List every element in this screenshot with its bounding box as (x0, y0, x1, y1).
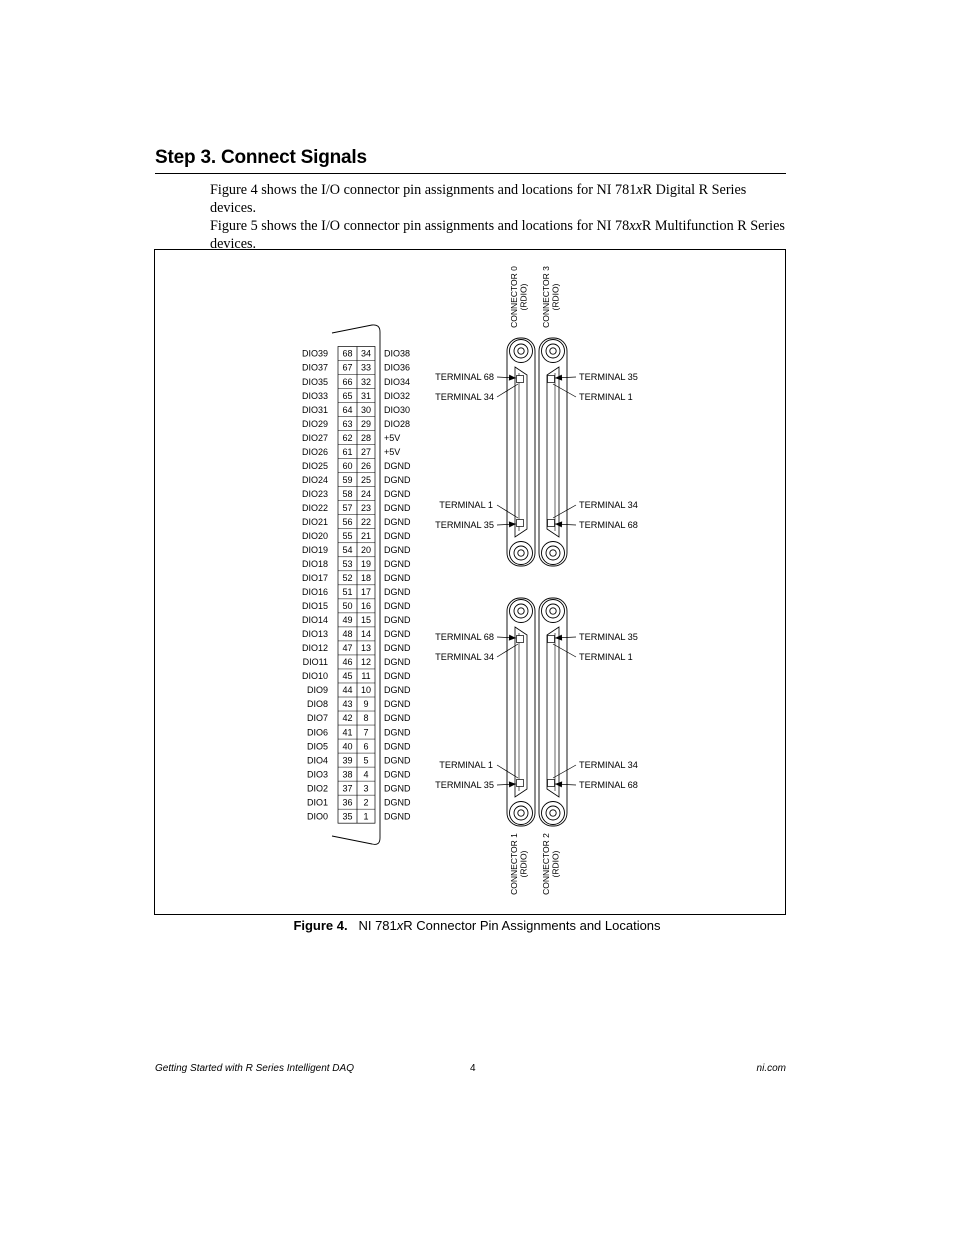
terminal-label: TERMINAL 34 (579, 500, 638, 511)
left-pin-number: 45 (342, 671, 353, 682)
terminal-leader-line (553, 644, 576, 657)
right-signal-label: DGND (384, 643, 411, 654)
connector-name-label: CONNECTOR 0 (509, 266, 519, 328)
intro-paragraph (210, 181, 788, 253)
left-signal-label: DIO33 (301, 390, 328, 401)
screw-post-outer (510, 802, 533, 825)
connector-label-group (509, 833, 529, 895)
right-pin-number: 24 (360, 488, 372, 499)
terminal-label: TERMINAL 1 (579, 652, 633, 663)
pin-marker-square (548, 780, 555, 787)
left-signal-label: DIO8 (306, 699, 328, 710)
left-signal-label: DIO13 (301, 629, 328, 640)
screw-post-outer (510, 340, 533, 363)
left-pin-number: 52 (342, 573, 353, 584)
left-signal-label: DIO14 (301, 615, 328, 626)
figure-caption-italic: x (396, 918, 404, 933)
left-signal-label: DIO9 (306, 685, 328, 696)
right-pin-number: 8 (363, 713, 369, 724)
right-signal-label: DGND (384, 685, 411, 696)
terminal-label: TERMINAL 68 (435, 372, 494, 383)
intro-line2-italic: xx (629, 218, 642, 234)
connector-type-label: (RDIO) (518, 850, 529, 878)
terminal-label: TERMINAL 34 (579, 760, 638, 771)
right-signal-label: DGND (384, 474, 411, 485)
right-signal-label: DIO28 (384, 418, 411, 429)
left-signal-label: DIO39 (301, 348, 328, 359)
left-signal-label: DIO22 (301, 502, 328, 513)
right-signal-label: +5V (384, 446, 401, 457)
right-signal-label: DGND (384, 516, 411, 527)
left-pin-number: 46 (342, 657, 353, 668)
left-pin-number: 50 (342, 601, 353, 612)
right-signal-label: DGND (384, 657, 411, 668)
left-pin-number: 41 (342, 727, 353, 738)
left-signal-label: DIO26 (301, 446, 328, 457)
screw-post-ring (514, 604, 528, 618)
connector-trapezoid-shell (547, 627, 559, 797)
connector-name-label: CONNECTOR 2 (541, 833, 551, 895)
screw-post-outer (510, 542, 533, 565)
right-pin-number: 9 (363, 699, 369, 710)
screw-post-outer (542, 542, 565, 565)
screw-post-ring (546, 604, 560, 618)
right-pin-number: 13 (360, 643, 372, 654)
left-pin-number: 64 (342, 404, 353, 415)
terminal-leader-line (553, 384, 576, 397)
terminal-arrowhead (555, 781, 562, 787)
right-pin-number: 30 (360, 404, 372, 415)
connector-name-label: CONNECTOR 1 (509, 833, 519, 895)
left-signal-label: DIO24 (301, 474, 328, 485)
left-signal-label: DIO16 (301, 587, 328, 598)
connector-trapezoid-shell (515, 627, 527, 797)
screw-post-ring (546, 806, 560, 820)
right-signal-label: DGND (384, 797, 411, 808)
right-signal-label: DGND (384, 573, 411, 584)
intro-line3: devices. (210, 236, 257, 252)
right-signal-label: DGND (384, 559, 411, 570)
right-pin-number: 1 (363, 811, 369, 822)
screw-post-outer (510, 600, 533, 623)
right-signal-label: DGND (384, 460, 411, 471)
right-pin-number: 14 (360, 629, 372, 640)
right-pin-number: 2 (363, 797, 369, 808)
screw-post-ring (546, 344, 560, 358)
left-pin-number: 51 (342, 587, 353, 598)
terminal-label: TERMINAL 1 (439, 500, 493, 511)
figure-caption (0, 918, 954, 933)
right-pin-number: 21 (360, 530, 372, 541)
left-pin-number: 68 (342, 348, 353, 359)
right-signal-label: DGND (384, 671, 411, 682)
left-pin-number: 42 (342, 713, 353, 724)
right-pin-number: 7 (363, 727, 369, 738)
right-pin-number: 15 (360, 615, 372, 626)
terminal-label: TERMINAL 35 (435, 520, 494, 531)
terminal-arrowhead (555, 375, 562, 381)
right-pin-number: 26 (360, 460, 372, 471)
left-signal-label: DIO4 (306, 755, 328, 766)
right-signal-label: DGND (384, 502, 411, 513)
screw-post-hole (550, 810, 556, 816)
terminal-label: TERMINAL 35 (579, 372, 638, 383)
right-signal-label: +5V (384, 432, 401, 443)
right-signal-label: DGND (384, 587, 411, 598)
left-pin-number: 47 (342, 643, 353, 654)
right-signal-label: DGND (384, 699, 411, 710)
pin-marker-square (517, 636, 524, 643)
right-signal-label: DGND (384, 755, 411, 766)
right-pin-number: 23 (360, 502, 372, 513)
left-signal-label: DIO29 (301, 418, 328, 429)
right-signal-label: DGND (384, 488, 411, 499)
left-pin-number: 35 (342, 811, 353, 822)
screw-post-hole (518, 550, 524, 556)
intro-line2-prefix: Figure 5 shows the I/O connector pin assignments and locations for NI 78 (210, 218, 630, 234)
left-signal-label: DIO19 (301, 544, 328, 555)
pin-marker-square (548, 636, 555, 643)
terminal-label: TERMINAL 68 (579, 520, 638, 531)
terminal-label: TERMINAL 1 (439, 760, 493, 771)
terminal-leader-line (553, 765, 576, 778)
left-signal-label: DIO5 (306, 741, 328, 752)
right-pin-number: 11 (361, 671, 371, 682)
right-pin-number: 28 (360, 432, 372, 443)
left-signal-label: DIO20 (301, 530, 328, 541)
left-pin-number: 37 (342, 783, 353, 794)
left-signal-label: DIO7 (306, 713, 328, 724)
left-pin-number: 36 (342, 797, 353, 808)
terminal-arrowhead (555, 635, 562, 641)
section-heading: Step 3. Connect Signals (155, 147, 367, 168)
left-pin-number: 49 (342, 615, 353, 626)
left-signal-label: DIO18 (301, 559, 328, 570)
connector-type-label: (RDIO) (518, 283, 529, 311)
intro-line1-italic: x (636, 182, 643, 198)
pin-marker-square (517, 376, 524, 383)
right-pin-number: 17 (360, 587, 372, 598)
left-pin-number: 59 (342, 474, 353, 485)
right-signal-label: DGND (384, 544, 411, 555)
pin-marker-square (548, 376, 555, 383)
terminal-leader-line (553, 505, 576, 518)
right-pin-number: 5 (363, 755, 369, 766)
screw-post-outer (542, 802, 565, 825)
left-pin-number: 48 (342, 629, 353, 640)
right-pin-number: 18 (360, 573, 372, 584)
right-signal-label: DGND (384, 741, 411, 752)
footer-doc-title: Getting Started with R Series Intelligent DAQ (155, 1063, 354, 1074)
figure-caption-prefix: NI 781 (358, 918, 397, 933)
screw-post-hole (518, 608, 524, 614)
right-pin-number: 33 (360, 362, 372, 373)
left-signal-label: DIO12 (301, 643, 328, 654)
terminal-label: TERMINAL 34 (435, 652, 494, 663)
left-pin-number: 63 (342, 418, 353, 429)
connector-trapezoid-shell (547, 367, 559, 537)
right-signal-label: DIO32 (384, 390, 411, 401)
left-signal-label: DIO10 (301, 671, 328, 682)
right-pin-number: 31 (360, 390, 372, 401)
left-signal-label: DIO2 (306, 783, 328, 794)
terminal-arrowhead (555, 521, 562, 527)
left-signal-label: DIO17 (301, 573, 328, 584)
right-pin-number: 32 (360, 376, 372, 387)
right-pin-number: 19 (360, 559, 372, 570)
right-pin-number: 10 (360, 685, 372, 696)
screw-post-hole (518, 348, 524, 354)
terminal-label: TERMINAL 1 (579, 392, 633, 403)
left-signal-label: DIO35 (301, 376, 328, 387)
left-pin-number: 57 (342, 502, 353, 513)
connector-diagram (155, 250, 785, 914)
figure-caption-suffix: R Connector Pin Assignments and Locations (403, 918, 661, 933)
right-signal-label: DGND (384, 727, 411, 738)
right-signal-label: DIO38 (384, 348, 411, 359)
right-pin-number: 20 (360, 544, 372, 555)
left-pin-number: 44 (342, 685, 353, 696)
left-signal-label: DIO6 (306, 727, 328, 738)
right-signal-label: DGND (384, 530, 411, 541)
screw-post-outer (542, 340, 565, 363)
screw-post-ring (546, 546, 560, 560)
left-signal-label: DIO1 (306, 797, 328, 808)
left-signal-label: DIO23 (301, 488, 328, 499)
intro-line2-suffix: R Multifunction R Series (641, 218, 785, 234)
right-signal-label: DGND (384, 713, 411, 724)
pin-marker-square (548, 520, 555, 527)
connector-label-group (541, 833, 561, 895)
left-pin-number: 55 (342, 530, 353, 541)
screw-post-ring (514, 546, 528, 560)
right-signal-label: DGND (384, 769, 411, 780)
right-signal-label: DIO36 (384, 362, 411, 373)
right-pin-number: 3 (363, 783, 369, 794)
connector-body-outline (507, 338, 535, 566)
left-pin-number: 40 (342, 741, 353, 752)
left-signal-label: DIO31 (301, 404, 328, 415)
intro-line1-prefix: Figure 4 shows the I/O connector pin assignments and locations for NI 781 (210, 182, 637, 198)
right-signal-label: DGND (384, 783, 411, 794)
right-pin-number: 22 (360, 516, 372, 527)
left-pin-number: 43 (342, 699, 353, 710)
connector-label-group (541, 266, 561, 328)
right-signal-label: DGND (384, 629, 411, 640)
left-pin-number: 56 (342, 516, 353, 527)
terminal-label: TERMINAL 68 (579, 780, 638, 791)
left-pin-number: 66 (342, 376, 353, 387)
screw-post-hole (550, 608, 556, 614)
connector-body-outline (539, 338, 567, 566)
left-signal-label: DIO3 (306, 769, 328, 780)
terminal-label: TERMINAL 35 (435, 780, 494, 791)
left-signal-label: DIO37 (301, 362, 328, 373)
right-pin-number: 25 (360, 474, 372, 485)
right-signal-label: DIO30 (384, 404, 411, 415)
left-pin-number: 54 (342, 544, 353, 555)
left-signal-label: DIO27 (301, 432, 328, 443)
heading-rule (155, 173, 786, 174)
left-pin-number: 53 (342, 559, 353, 570)
footer-site[interactable]: ni.com (756, 1063, 786, 1074)
intro-line1-suffix: R Digital R Series devices. (210, 182, 747, 216)
screw-post-outer (542, 600, 565, 623)
pin-marker-square (517, 520, 524, 527)
left-signal-label: DIO25 (301, 460, 328, 471)
left-pin-number: 58 (342, 488, 353, 499)
right-signal-label: DGND (384, 811, 411, 822)
pin-marker-square (517, 780, 524, 787)
left-signal-label: DIO11 (302, 657, 328, 668)
right-pin-number: 34 (360, 348, 372, 359)
screw-post-hole (518, 810, 524, 816)
figure-caption-label: Figure 4. (293, 918, 348, 933)
terminal-label: TERMINAL 35 (579, 632, 638, 643)
terminal-label: TERMINAL 34 (435, 392, 494, 403)
left-pin-number: 62 (342, 432, 353, 443)
right-signal-label: DIO34 (384, 376, 411, 387)
left-pin-number: 39 (342, 755, 353, 766)
left-signal-label: DIO21 (301, 516, 328, 527)
right-pin-number: 16 (360, 601, 372, 612)
left-signal-label: DIO0 (306, 811, 328, 822)
connector-name-label: CONNECTOR 3 (541, 266, 551, 328)
connector-type-label: (RDIO) (550, 283, 561, 311)
right-pin-number: 27 (360, 446, 372, 457)
right-pin-number: 6 (363, 741, 369, 752)
footer-page-number: 4 (470, 1063, 476, 1074)
left-pin-number: 65 (342, 390, 353, 401)
connector-trapezoid-shell (515, 367, 527, 537)
terminal-label: TERMINAL 68 (435, 632, 494, 643)
left-pin-number: 61 (342, 446, 353, 457)
left-pin-number: 60 (342, 460, 353, 471)
screw-post-hole (550, 348, 556, 354)
left-signal-label: DIO15 (301, 601, 328, 612)
figure-box (154, 249, 786, 915)
right-signal-label: DGND (384, 601, 411, 612)
right-pin-number: 29 (360, 418, 372, 429)
right-signal-label: DGND (384, 615, 411, 626)
connector-body-outline (539, 598, 567, 826)
connector-label-group (509, 266, 529, 328)
left-pin-number: 38 (342, 769, 353, 780)
right-pin-number: 12 (360, 657, 372, 668)
connector-type-label: (RDIO) (550, 850, 561, 878)
left-pin-number: 67 (342, 362, 353, 373)
right-pin-number: 4 (363, 769, 369, 780)
screw-post-ring (514, 344, 528, 358)
screw-post-ring (514, 806, 528, 820)
connector-body-outline (507, 598, 535, 826)
screw-post-hole (550, 550, 556, 556)
